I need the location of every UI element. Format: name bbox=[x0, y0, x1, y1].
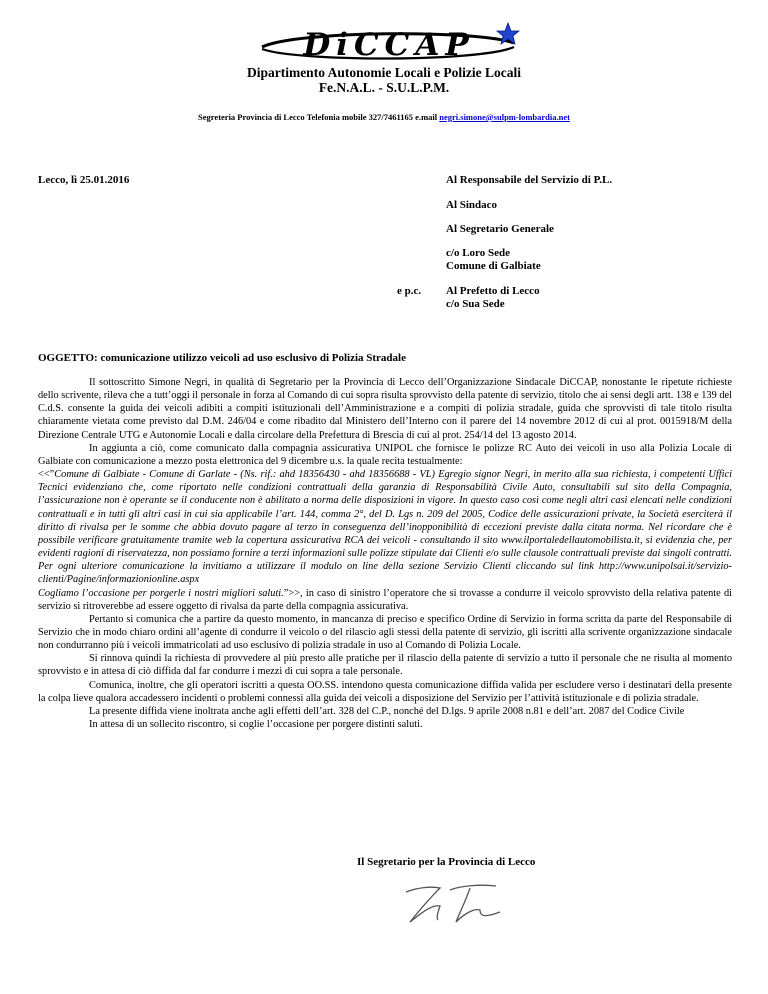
paragraph-4: Si rinnova quindi la richiesta di provvedere al più presto alle pratiche per il rilascio della patente di servizio a tutto il personale che ne risulta al momento sprovvisto e in attesa di ciò diffida dal far condurre i mezzi di cui sopra a tale personale. bbox=[38, 653, 732, 678]
letter-date: Lecco, lì 25.01.2016 bbox=[38, 174, 130, 186]
recipient-4: c/o Loro Sede bbox=[446, 247, 510, 259]
paragraph-1: Il sottoscritto Simone Negri, in qualità di Segretario per la Provincia di Lecco dell’Organizzazione Sindacale DiCCAP, nonostante le ripetute richieste dello scrivente, rileva che a tutt’oggi il personale in forza al Comando di cui sopra risulta sprovvisto della patente di servizio, titolo che ai sensi degli artt. 138 e 139 del C.d.S. consente la guida dei veicoli adibiti a compiti istituzionali dell’Amministrazione e a compiti di polizia stradale, guida che sprovvisti di tale titolo risulta chiaramente vietata come previsto dal D.M. 246/04 e come ribadito dal Ministero dell’Interno con il parere del 14 novembre 2012 di cui al prot. 0015918/M della Direzione Centrale UTG e Autonomie Locali e dalla circolare della Prefettura di Brescia di cui al prot. 254/14 del 13 agosto 2014. bbox=[38, 377, 732, 441]
cc-recipient-1: Al Prefetto di Lecco bbox=[446, 285, 540, 297]
handwritten-signature bbox=[400, 878, 510, 928]
contact-email-link[interactable]: negri.simone@sulpm-lombardia.net bbox=[439, 112, 570, 122]
letter-subject: OGGETTO: comunicazione utilizzo veicoli ad uso esclusivo di Polizia Stradale bbox=[38, 352, 406, 364]
quote-end: ”>>, in caso di sinistro l’operatore che si trovasse a condurre il veicolo sprovvisto della relativa patente di servizio si ritroverebbe ad essere oggetto di rivalsa da parte della compagnia assicurativa. bbox=[38, 587, 732, 612]
recipient-1: Al Responsabile del Servizio di P.L. bbox=[446, 174, 613, 186]
quote-closing-paragraph bbox=[38, 587, 732, 613]
quote-open: <<” bbox=[38, 469, 55, 481]
department-line1: Dipartimento Autonomie Locali e Polizie Locali bbox=[246, 65, 522, 80]
cc-recipient-2: c/o Sua Sede bbox=[446, 298, 505, 310]
paragraph-7: In attesa di un sollecito riscontro, si coglie l’occasione per porgere distinti saluti. bbox=[89, 719, 423, 731]
paragraph-3: Pertanto si comunica che a partire da questo momento, in mancanza di preciso e specifico Ordine di Servizio in forma scritta da parte del Responsabile di Servizio che in modo chiaro ordini all’agente di condurre il veicolo o del rilascio agli stessi della patente di servizio, gli iscritti alla scrivente organizzazione sindacale non condurranno più i veicoli immatricolati ad uso esclusivo di polizia stradale in uso al Comando di Polizia Locale. bbox=[38, 613, 732, 652]
recipient-5: Comune di Galbiate bbox=[446, 260, 541, 272]
diccap-logo bbox=[258, 22, 520, 64]
contact-line bbox=[0, 112, 768, 122]
recipient-2: Al Sindaco bbox=[446, 199, 498, 211]
signature-title: Il Segretario per la Provincia di Lecco bbox=[357, 856, 536, 868]
quote-paragraph bbox=[38, 468, 732, 586]
recipient-3: Al Segretario Generale bbox=[446, 223, 554, 235]
contact-info: Segreteria Provincia di Lecco Telefonia mobile 327/7461165 e.mail bbox=[198, 112, 438, 122]
quote-closing: Cogliamo l’occasione per porgerle i nostri migliori saluti. bbox=[38, 587, 284, 599]
logo-text: DiCCAP bbox=[303, 27, 475, 63]
quote-text: Comune di Galbiate - Comune di Garlate - (Ns. rif.: ahd 18356430 - ahd 18356688 - VL) Egregio signor Negri, in merito alla sua richiesta, i competenti Uffici Tecnici evidenziano che, come riportato nelle condizioni contrattuali della garanzia di Responsabilità Civile Auto, consultabili sul sito della Compagnia, l’assicurazione non è operante se il conducente non è abilitato a norma delle disposizioni in vigore. In questo caso così come negli altri casi elencati nelle condizioni contrattuali e in tutti gli altri casi in cui sia applicabile l’art. 144, comma 2°, del D. Lgs n. 209 del 2005, Codice delle assicurazioni private, la Società eserciterà il diritto di rivalsa per le somme che abbia dovuto pagare al terzo in conseguenza dell’inopponibilità di eccezioni previste dalla citata norma. Nel ricordare che è possibile verificare gratuitamente tramite web la copertura assicurativa RCA dei veicoli - consultando il sito www.ilportaledellautomobilista.it, si evidenzia che, per evidenti ragioni di riservatezza, non possiamo fornire a terzi informazioni sulle polizze stipulate dai Clienti e/o sulle clausole contrattuali previste dai singoli contratti. Per ogni ulteriore comunicazione la invitiamo a utilizzare il modulo on line della sezione Servizio Clienti cliccando sul link http://www.unipolsai.it/servizio-clienti/Pagine/informazionionline.aspx bbox=[38, 469, 732, 586]
letter-body bbox=[38, 376, 732, 731]
paragraph-2: In aggiunta a ciò, come comunicato dalla compagnia assicurativa UNIPOL che fornisce le polizze RC Auto dei veicoli in uso alla Polizia Locale di Galbiate con comunicazione a mezzo posta elettronica del 9 dicembre u.s. la quale recita testualmente: bbox=[38, 442, 732, 467]
paragraph-5: Comunica, inoltre, che gli operatori iscritti a questa OO.SS. intendono questa comunicazione diffida valida per escludere verso i destinatari della presente la colpa lieve qualora accadessero incidenti o problemi connessi alla guida dei veicoli a disposizione del Servizio per l’attività istituzionale e di polizia stradale. bbox=[38, 679, 732, 704]
epc-label: e p.c. bbox=[397, 285, 422, 297]
paragraph-6: La presente diffida viene inoltrata anche agli effetti dell’art. 328 del C.P., nonché del D.lgs. 9 aprile 2008 n.81 e dell’art. 2087 del Codice Civile bbox=[89, 705, 685, 717]
department-line2: Fe.N.A.L. - S.U.L.P.M. bbox=[318, 80, 450, 95]
